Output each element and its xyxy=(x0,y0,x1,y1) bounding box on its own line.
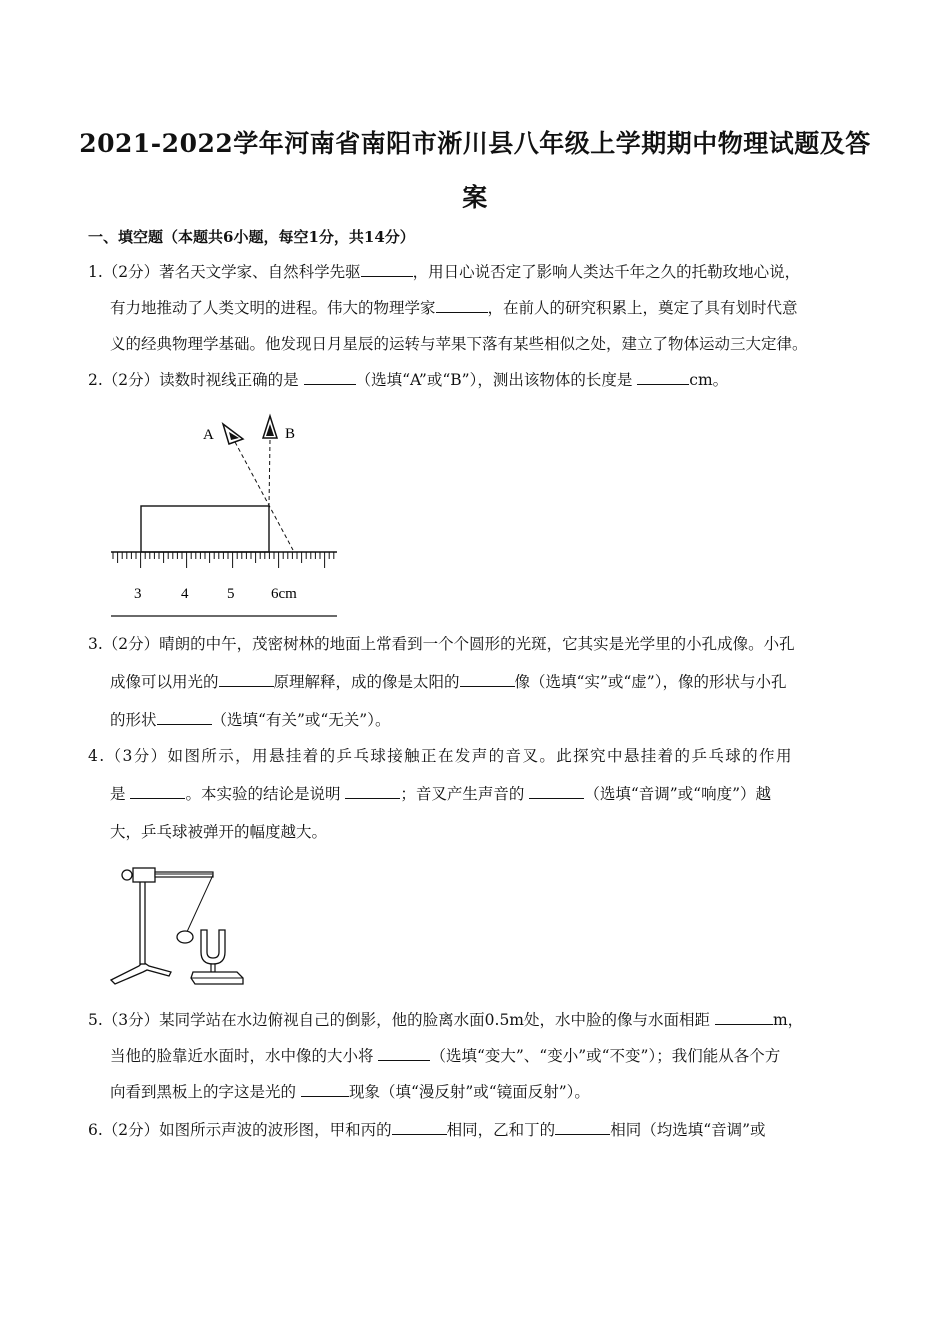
question-5-line2: 当他的脸靠近水面时，水中像的大小将 （选填“变大”、“变小”或“不变”）；我们能从各个方 xyxy=(110,1047,781,1065)
answer-blank[interactable] xyxy=(304,370,356,385)
measured-object xyxy=(141,506,269,552)
ruler-ticks xyxy=(113,552,334,568)
question-number: 3. xyxy=(88,635,103,653)
page-title-line2: 案 xyxy=(462,183,488,212)
question-4-line2: 是 。本实验的结论是说明 ；音叉产生声音的 （选填“音调”或“响度”）越 xyxy=(110,785,772,803)
question-number: 5. xyxy=(88,1011,103,1029)
question-1-line1: 1.（2分）著名天文学家、自然科学先驱 ，用日心说否定了影响人类达千年之久的托勒玫地心说， xyxy=(88,263,801,281)
tick-label-5: 5 xyxy=(227,586,235,602)
answer-blank[interactable] xyxy=(345,784,400,799)
question-5-line3: 向看到黑板上的字这是光的 现象（填“漫反射”或“镜面反射”）。 xyxy=(110,1083,590,1101)
answer-blank[interactable] xyxy=(157,710,212,725)
sight-line-b xyxy=(269,440,270,506)
answer-blank[interactable] xyxy=(555,1120,610,1135)
eye-b-icon xyxy=(263,416,277,438)
question-number: 2. xyxy=(88,371,103,389)
eye-a-icon xyxy=(223,424,243,444)
stand-clamp xyxy=(133,868,155,882)
hanging-string xyxy=(186,875,213,934)
label-a: A xyxy=(203,427,214,443)
answer-blank[interactable] xyxy=(130,784,185,799)
stand-base xyxy=(111,962,171,984)
page-title-line1: 2021-2022学年河南省南阳市淅川县八年级上学期期中物理试题及答 xyxy=(79,129,871,158)
question-3-line2: 成像可以用光的 原理解释，成的像是太阳的 像（选填“实”或“虚”），像的形状与小孔 xyxy=(110,673,787,691)
answer-blank[interactable] xyxy=(529,784,584,799)
tick-label-4: 4 xyxy=(181,586,189,602)
answer-blank[interactable] xyxy=(460,672,515,687)
tuning-fork-figure xyxy=(105,858,255,988)
question-3-line3: 的形状 （选填“有关”或“无关”）。 xyxy=(110,711,391,729)
answer-blank[interactable] xyxy=(301,1082,349,1097)
question-3-line1: 3.（2分）晴朗的中午，茂密树林的地面上常看到一个个圆形的光斑，它其实是光学里的小孔成像。小孔 xyxy=(88,635,795,653)
ping-pong-ball xyxy=(177,931,193,943)
clamp-knob xyxy=(122,870,132,880)
ruler-figure xyxy=(105,412,345,622)
tuning-fork xyxy=(201,930,225,964)
answer-blank[interactable] xyxy=(637,370,689,385)
answer-blank[interactable] xyxy=(392,1120,447,1135)
stand-pole xyxy=(140,872,145,964)
answer-blank[interactable] xyxy=(378,1046,430,1061)
label-b: B xyxy=(285,426,296,442)
answer-blank[interactable] xyxy=(361,262,413,277)
question-1-line2: 有力地推动了人类文明的进程。伟大的物理学家 ，在前人的研究积累上，奠定了具有划时代意 xyxy=(110,299,798,317)
question-4-line1: 4.（3分）如图所示，用悬挂着的乒乓球接触正在发声的音叉。此探究中悬挂着的乒乓球的作用 xyxy=(88,747,793,765)
answer-blank[interactable] xyxy=(219,672,274,687)
question-1-line3: 义的经典物理学基础。他发现日月星辰的运转与苹果下落有某些相似之处，建立了物体运动三大定律。 xyxy=(110,335,808,353)
answer-blank[interactable] xyxy=(715,1010,773,1025)
question-number: 6. xyxy=(88,1121,103,1139)
question-number: 1. xyxy=(88,263,103,281)
tick-label-6cm: 6cm xyxy=(271,586,297,602)
question-5-line1: 5.（3分）某同学站在水边俯视自己的倒影，他的脸离水面0.5m处，水中脸的像与水面相距 m， xyxy=(88,1011,804,1029)
question-number: 4. xyxy=(88,747,106,765)
question-2-line1: 2.（2分）读数时视线正确的是 （选填“A”或“B”），测出该物体的长度是 cm。 xyxy=(88,371,729,389)
question-4-line3: 大，乒乓球被弹开的幅度越大。 xyxy=(110,823,328,841)
answer-blank[interactable] xyxy=(436,298,488,313)
question-6-line1: 6.（2分）如图所示声波的波形图，甲和丙的 相同，乙和丁的 相同（均选填“音调”或 xyxy=(88,1121,766,1139)
section-heading: 一、填空题（本题共6小题，每空1分，共14分） xyxy=(88,228,415,246)
tick-label-3: 3 xyxy=(134,586,142,602)
